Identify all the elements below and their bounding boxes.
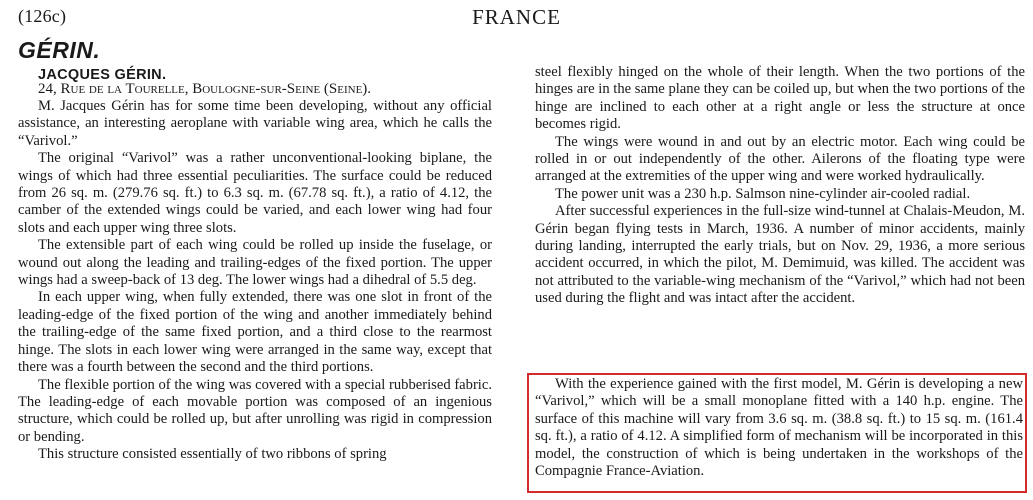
paragraph-continuation: steel flexibly hinged on the whole of their length. When the two portions of the hinges are in the same plane they can be coiled up, but when the two portions of the hinge are inclined to each other at a right angle or less the structure at once becomes rigid.	[535, 64, 1025, 133]
running-head: FRANCE	[472, 5, 561, 29]
left-column-text	[18, 98, 492, 464]
paragraph: After successful experiences in the full-size wind-tunnel at Chalais-Meudon, M. Gérin began flying tests in March, 1936. A number of minor accidents, mainly during landing, interrupted the early trials, but on Nov. 29, 1936, a more serious accident occurred, in which the pilot, M. Demimuid, was killed. The accident was not attributed to the variable-wing mechanism of the “Varivol,” which had not been used during the flight and was intact after the accident.	[535, 203, 1025, 307]
company-name: JACQUES GÉRIN.	[38, 67, 167, 83]
paragraph: The flexible portion of the wing was covered with a special rubberised fabric. The leading-edge of each movable portion was composed of an ingenious structure, which could be rolled up, but after unrolling was rigid in compression or bending.	[18, 376, 492, 445]
highlighted-text	[535, 376, 1023, 480]
paragraph: The extensible part of each wing could be rolled up inside the fuselage, or wound out along the leading and trailing-edges of the fixed portion. The upper wings had a sweep-back of 13 deg. The lower wings had a dihedral of 5.5 deg.	[18, 237, 492, 289]
page-reference: (126c)	[18, 6, 67, 26]
right-column-text	[535, 64, 1025, 308]
company-address: 24, Rue de la Tourelle, Boulogne-sur-Seine (Seine).	[38, 81, 372, 97]
paragraph: This structure consisted essentially of two ribbons of spring	[38, 446, 387, 463]
section-title: GÉRIN.	[18, 37, 101, 63]
paragraph: M. Jacques Gérin has for some time been developing, without any official assistance, an interesting aeroplane with variable wing area, which he calls the “Varivol.”	[18, 98, 492, 149]
paragraph: The power unit was a 230 h.p. Salmson nine-cylinder air-cooled radial.	[555, 185, 971, 202]
highlighted-paragraph: With the experience gained with the first model, M. Gérin is developing a new “Varivol,” which will be a small monoplane fitted with a 140 h.p. engine. The surface of this machine will vary from 3.6 sq. m. (38.8 sq. ft.) to 15 sq. m. (161.4 sq. ft.), a ratio of 4.12. A simplified form of mechanism will be incorporated in this model, the construction of which is being undertaken in the workshops of the Compagnie France-Aviation.	[535, 376, 1023, 480]
paragraph: The wings were wound in and out by an electric motor. Each wing could be rolled in or out independently of the other. Ailerons of the floating type were arranged at the extremities of the upper wing and were worked hydraulically.	[535, 133, 1025, 185]
paragraph: In each upper wing, when fully extended, there was one slot in front of the leading-edge of the fixed portion of the wing and another immediately behind the trailing-edge of the same fixed portion, and a third close to the rearmost hinge. The slots in each lower wing were arranged in the same way, except that there was a fourth between the second and the third portions.	[18, 289, 492, 376]
paragraph: The original “Varivol” was a rather unconventional-looking biplane, the wings of which had three essential peculiarities. The surface could be reduced from 26 sq. m. (279.76 sq. ft.) to 6.3 sq. m. (67.78 sq. ft.), a ratio of 4.12, the camber of the extended wings could be varied, and each lower wing had four slots and each upper wing three slots.	[18, 150, 492, 236]
